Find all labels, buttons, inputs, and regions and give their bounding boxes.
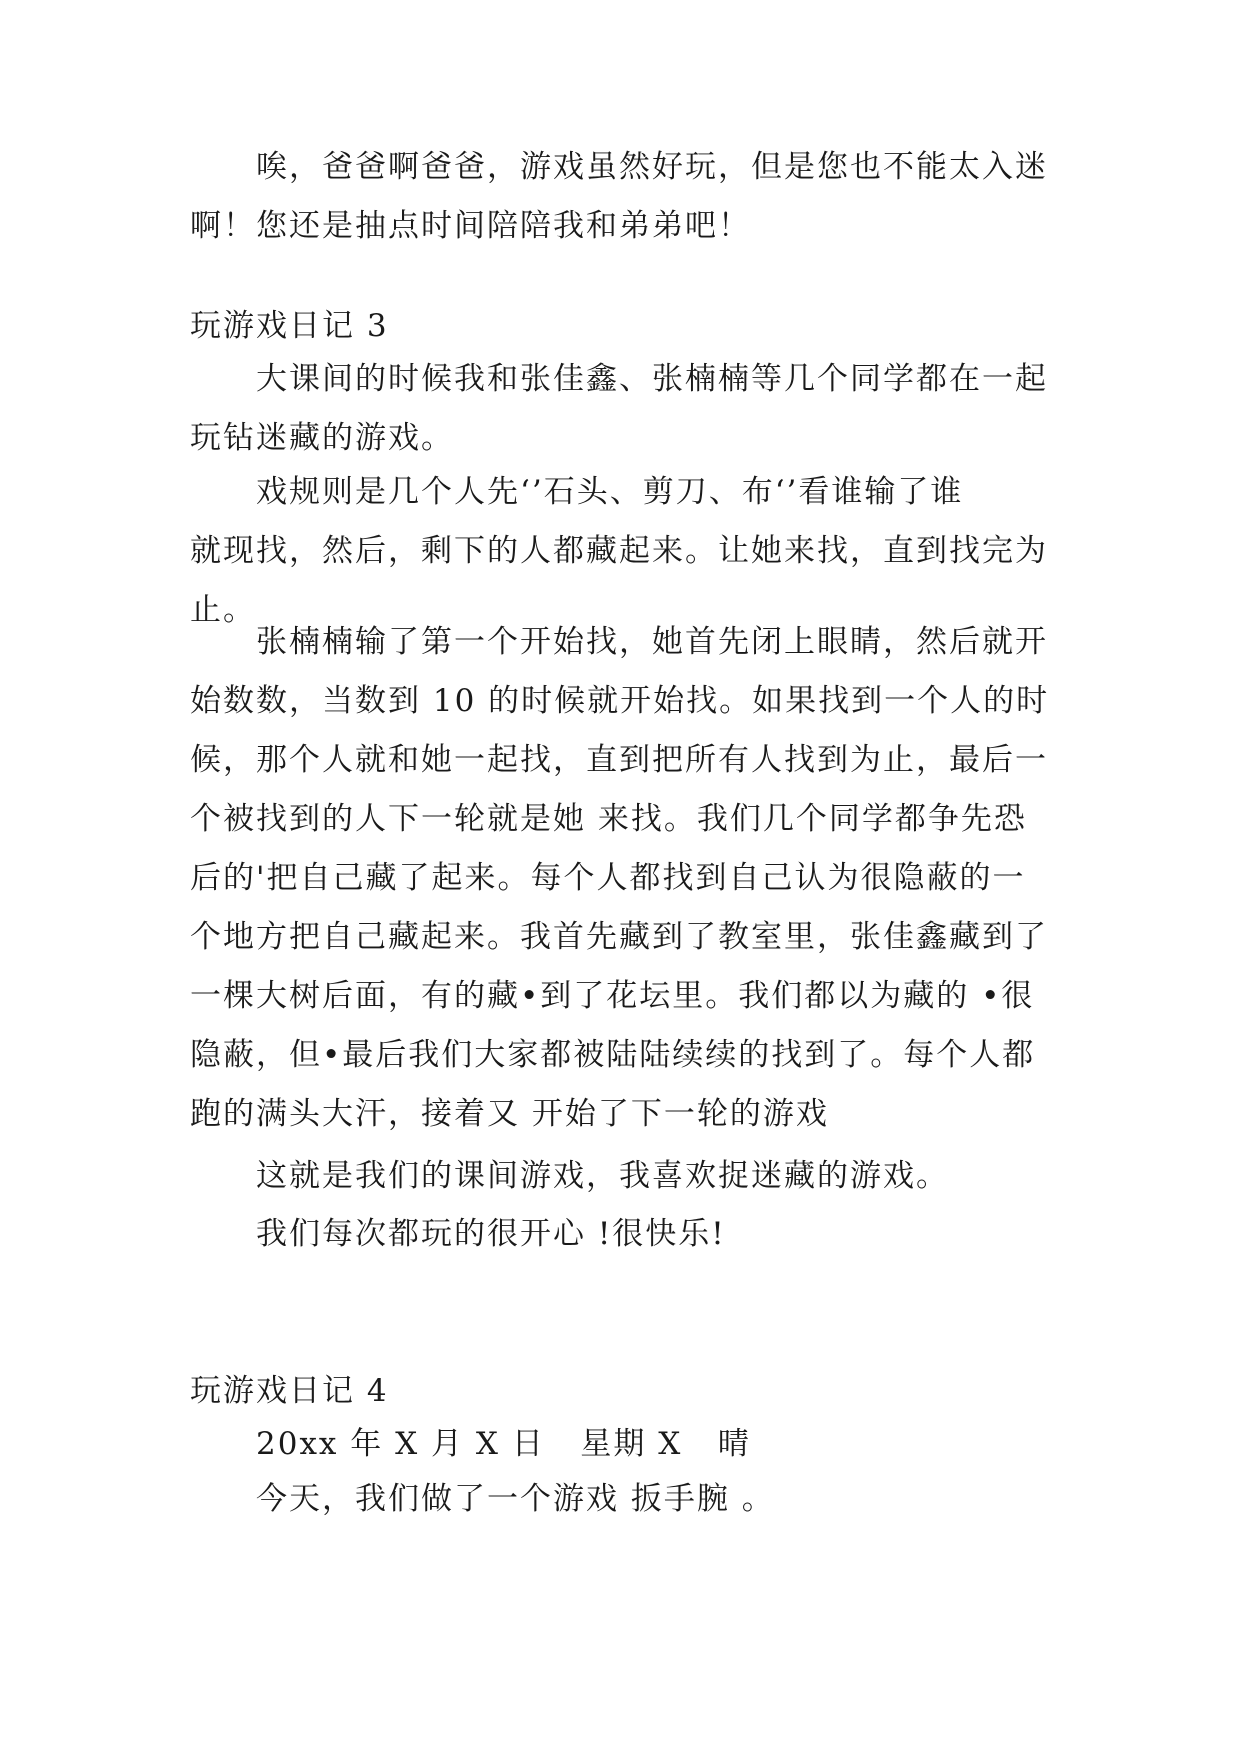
paragraph-line: 个被找到的人下一轮就是她 来找。我们几个同学都争先恐: [190, 801, 1027, 837]
paragraph-line: 始数数，当数到 10 的时候就开始找。如果找到一个人的时: [190, 683, 1050, 719]
paragraph-line: 玩钻迷藏的游戏。: [190, 420, 454, 456]
paragraph-father-advice: [190, 138, 1052, 256]
diary-3-paragraph-1: [190, 350, 1052, 468]
paragraph-line: 隐蔽，但•最后我们大家都被陆陆续续的找到了。每个人都: [190, 1037, 1036, 1073]
paragraph-line: 唉，爸爸啊爸爸，游戏虽然好玩，但是您也不能太入迷: [256, 149, 1048, 185]
paragraph-line: 跑的满头大汗，接着又 开始了下一轮的游戏: [190, 1096, 829, 1132]
paragraph-line: 大课间的时候我和张佳鑫、张楠楠等几个同学都在一起: [256, 361, 1048, 397]
paragraph-line: 候，那个人就和她一起找，直到把所有人找到为止，最后一: [190, 742, 1048, 778]
diary-4-paragraph-1: [190, 1470, 1052, 1529]
paragraph-line: 这就是我们的课间游戏，我喜欢捉迷藏的游戏。: [256, 1158, 949, 1194]
paragraph-line: 戏规则是几个人先‘’石头、剪刀、布‘’看谁输了谁: [256, 474, 964, 510]
paragraph-line: 后的'把自己藏了起来。每个人都找到自己认为很隐蔽的一: [190, 860, 1026, 896]
paragraph-line: 个地方把自己藏起来。我首先藏到了教室里，张佳鑫藏到了: [190, 919, 1048, 955]
diary-4-heading: 玩游戏日记 4: [190, 1373, 389, 1409]
diary-4-date-line: [190, 1415, 1052, 1474]
date-weather-line: 20xx 年 X 月 X 日 星期 X 晴: [256, 1426, 751, 1462]
paragraph-line: 就现找，然后，剩下的人都藏起来。让她来找，直到找完为: [190, 533, 1048, 569]
diary-3-paragraph-4: [190, 1147, 1052, 1206]
paragraph-line: 一棵大树后面，有的藏•到了花坛里。我们都以为藏的 •很: [190, 978, 1035, 1014]
paragraph-line: 我们每次都玩的很开心 !很快乐!: [256, 1216, 726, 1252]
paragraph-line: 止。: [190, 592, 256, 628]
diary-3-heading: 玩游戏日记 3: [190, 308, 389, 344]
diary-3-paragraph-5: [190, 1205, 1052, 1264]
paragraph-line: 张楠楠输了第一个开始找，她首先闭上眼睛，然后就开: [256, 624, 1048, 660]
diary-3-paragraph-3: [190, 613, 1052, 1144]
paragraph-line: 啊！您还是抽点时间陪陪我和弟弟吧！: [190, 208, 751, 244]
paragraph-line: 今天，我们做了一个游戏 扳手腕 。: [256, 1481, 775, 1517]
